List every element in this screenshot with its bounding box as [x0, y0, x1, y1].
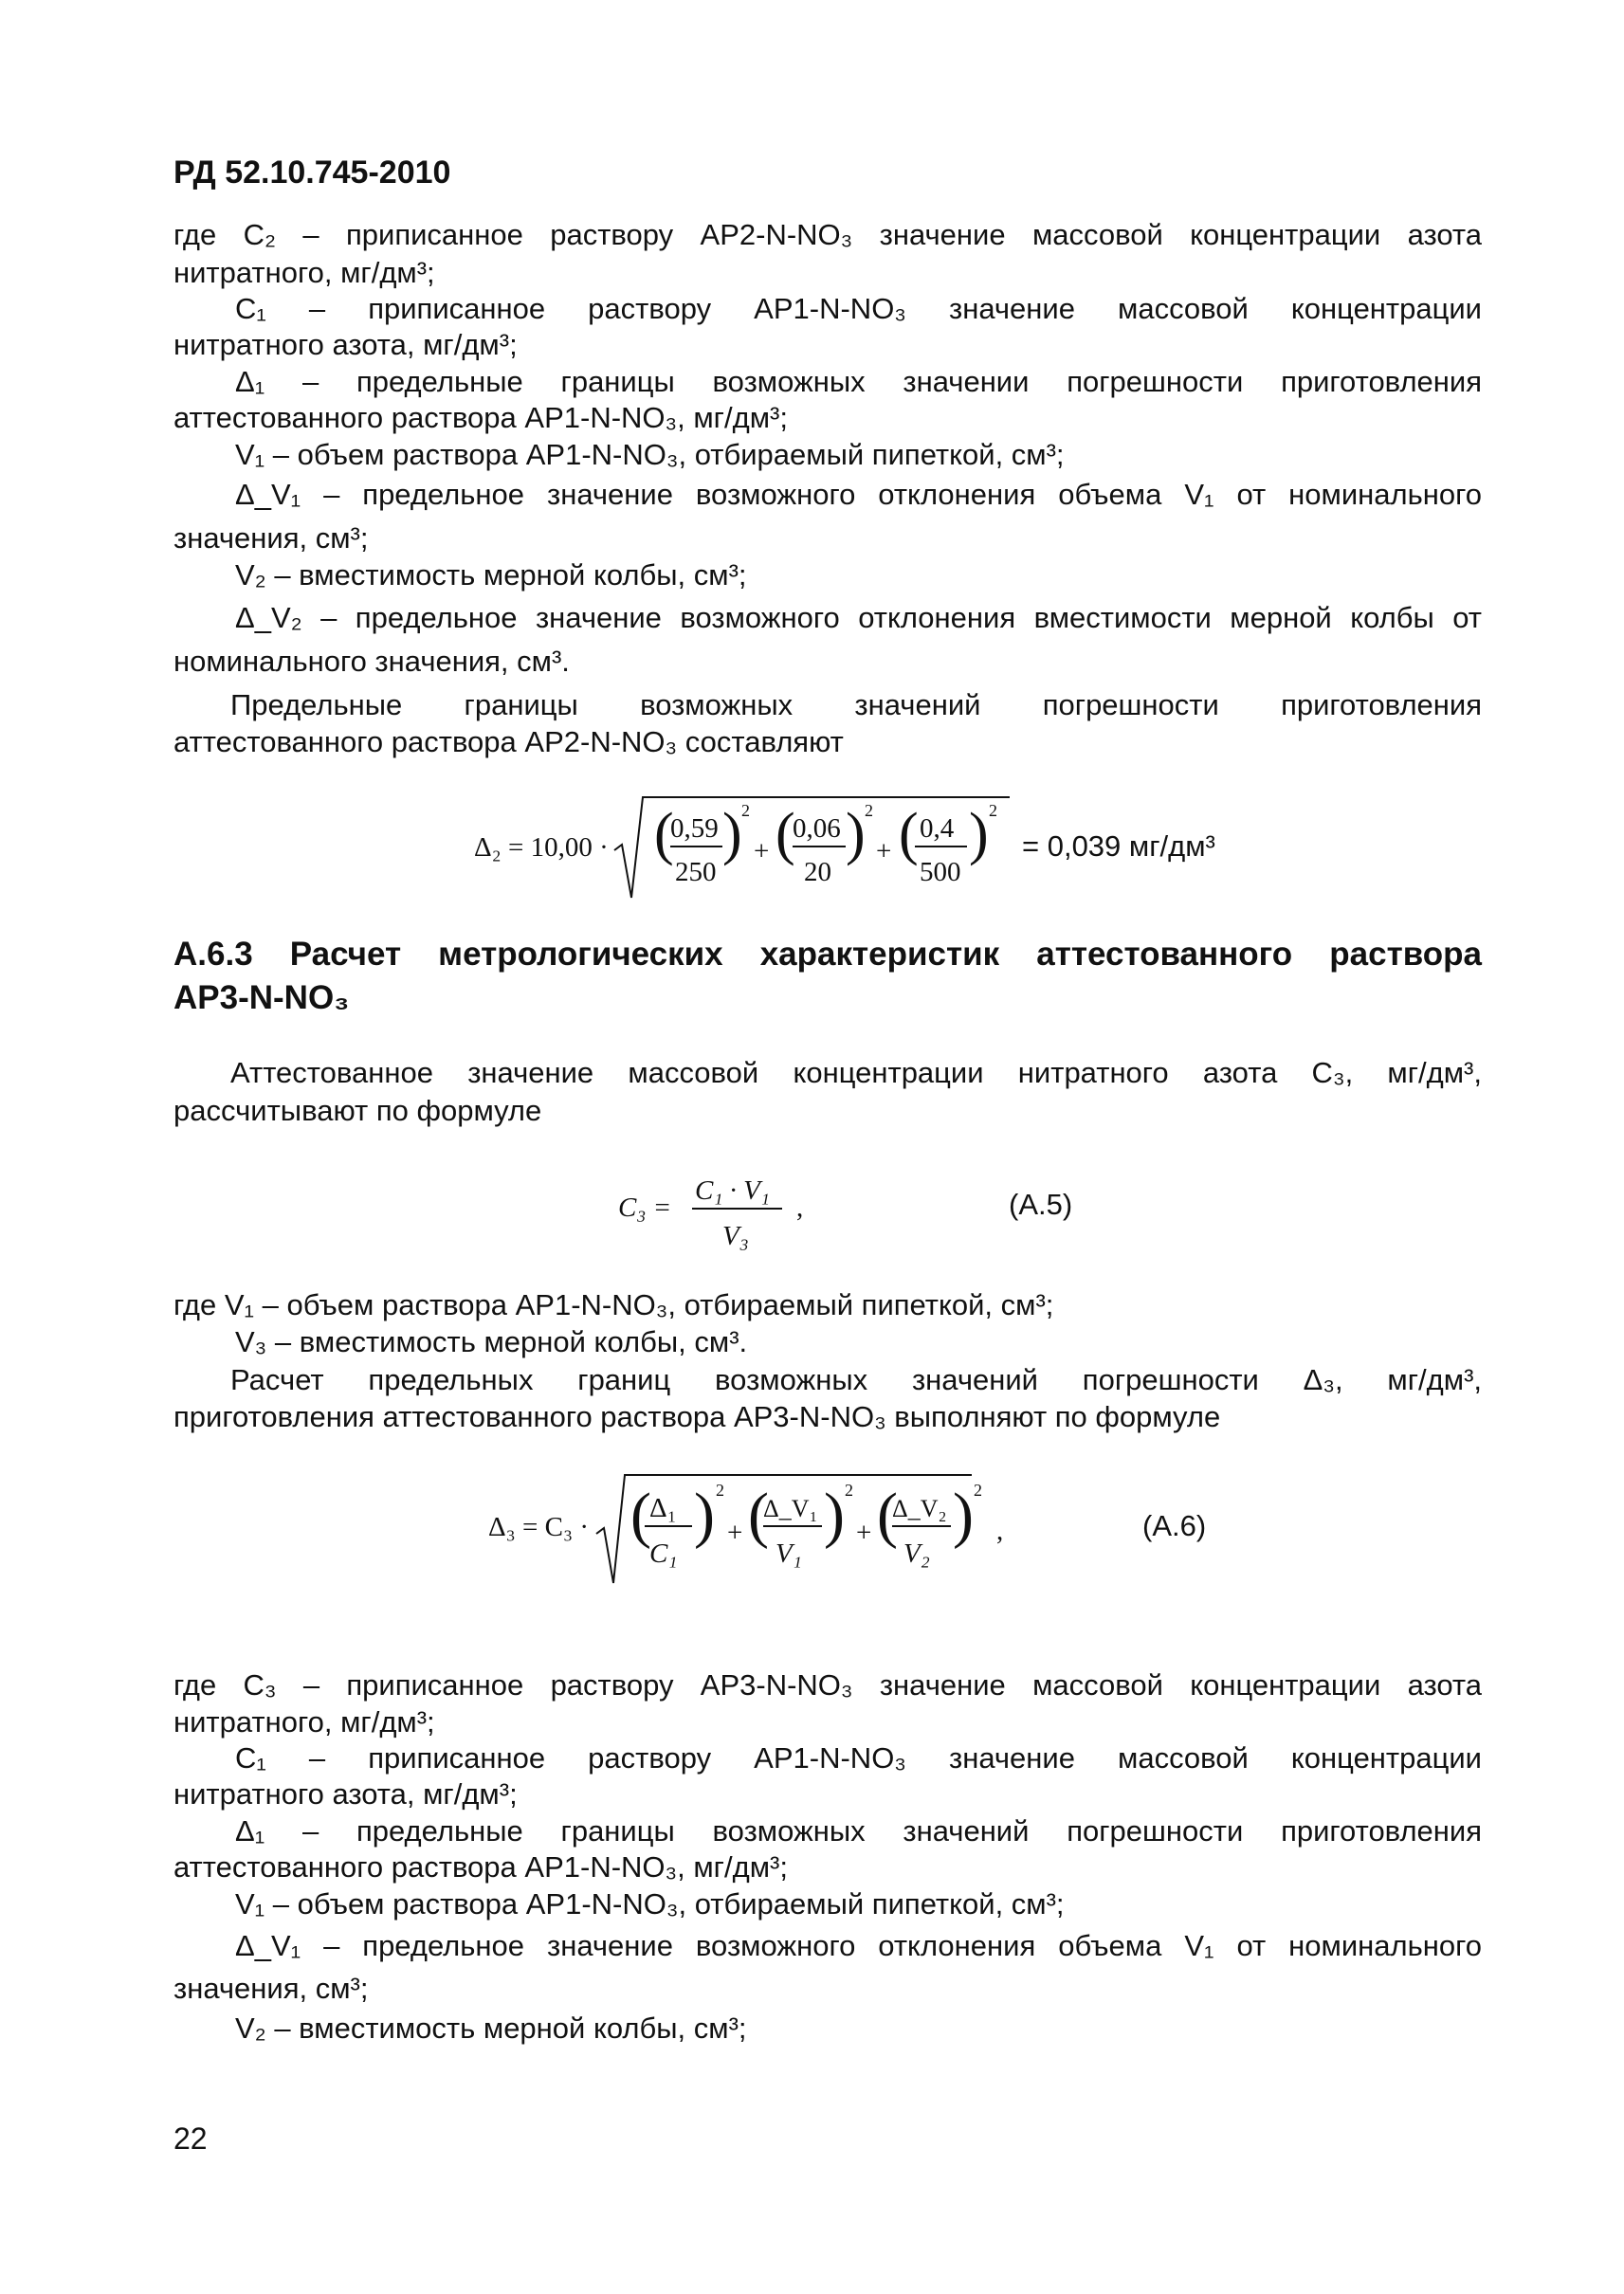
text-line: V₁ – объем раствора АР1-N-NO₃, отбираемый пипеткой, см³; — [235, 1887, 1065, 1921]
fraction-numerator: Δ₁ — [649, 1493, 677, 1523]
text-line: аттестованного раствора АР1-N-NO₃, мг/дм³; — [173, 401, 788, 434]
svg-text:+: + — [727, 1518, 743, 1548]
formula-lhs: Δ₃ = C₃ · — [488, 1512, 589, 1542]
formula-a5-graphic — [616, 1161, 1109, 1265]
text-line: V₂ – вместимость мерной колбы, см³; — [235, 2012, 747, 2045]
text-line: нитратного, мг/дм³; — [173, 256, 435, 289]
svg-text:): ) — [846, 802, 866, 866]
svg-text:2: 2 — [741, 801, 750, 820]
formula-delta2 — [474, 792, 1327, 905]
fraction-numerator: C₁ · V₁ — [695, 1175, 770, 1206]
text-line: Расчет предельных границ возможных значений погрешности Δ₃, мг/дм³, — [230, 1363, 1482, 1396]
svg-text:(: ( — [630, 1481, 651, 1550]
svg-text:(: ( — [877, 1481, 898, 1550]
fraction-numerator: Δ_V₁ — [763, 1495, 818, 1522]
svg-text:2: 2 — [974, 1481, 982, 1500]
svg-text:2: 2 — [989, 801, 997, 820]
fraction-denominator: V₂ — [903, 1538, 930, 1569]
text-line: Δ₁ – предельные границы возможных значении погрешности приготовления — [235, 365, 1482, 398]
formula-lhs: Δ₂ = 10,00 · — [474, 832, 609, 863]
text-line: Аттестованное значение массовой концентрации нитратного азота C₃, мг/дм³, — [230, 1056, 1482, 1089]
text-line: значения, см³; — [173, 521, 369, 555]
text-line: Δ_V₁ – предельное значение возможного отклонения объема V₁ от номинального — [235, 478, 1482, 511]
text-line: Δ₁ – предельные границы возможных значений погрешности приготовления — [235, 1814, 1482, 1848]
text-line: нитратного, мг/дм³; — [173, 1705, 435, 1739]
formula-label: (А.6) — [1142, 1509, 1207, 1542]
svg-text:): ) — [824, 1481, 845, 1550]
svg-text:(: ( — [748, 1481, 769, 1550]
formula-a6-graphic — [488, 1467, 1247, 1591]
fraction-numerator: 0,59 — [670, 813, 719, 844]
text-line: где C₂ – приписанное раствору АР2-N-NO₃ значение массовой концентрации азота — [173, 218, 1482, 251]
fraction-denominator: 500 — [920, 857, 961, 887]
svg-text:): ) — [953, 1481, 974, 1550]
text-line: нитратного азота, мг/дм³; — [173, 328, 518, 361]
formula-a5 — [616, 1161, 1109, 1265]
fraction-denominator: 20 — [804, 857, 831, 887]
text-line: номинального значения, см³. — [173, 645, 570, 678]
fraction-denominator: V₁ — [776, 1538, 802, 1569]
text-line: где V₁ – объем раствора АР1-N-NO₃, отбираемый пипеткой, см³; — [173, 1288, 1054, 1321]
text-line: Δ_V₁ – предельное значение возможного отклонения объема V₁ от номинального — [235, 1929, 1482, 1962]
text-line: V₂ – вместимость мерной колбы, см³; — [235, 558, 747, 592]
text-line: значения, см³; — [173, 1972, 369, 2005]
svg-text:(: ( — [899, 802, 919, 866]
section-title-line2: АР3-N-NO₃ — [173, 979, 350, 1016]
text-line: V₁ – объем раствора АР1-N-NO₃, отбираемый пипеткой, см³; — [235, 438, 1065, 471]
document-header: РД 52.10.745-2010 — [173, 155, 451, 191]
text-line: C₁ – приписанное раствору АР1-N-NO₃ значение массовой концентрации — [235, 292, 1482, 325]
svg-text:+: + — [876, 836, 892, 866]
fraction-numerator: Δ_V₂ — [892, 1495, 947, 1522]
formula-comma: , — [796, 1193, 804, 1223]
text-line: аттестованного раствора АР2-N-NO₃ составляют — [173, 725, 844, 758]
section-title-line1: А.6.3 Расчет метрологических характеристик аттестованного раствора — [173, 936, 1482, 973]
text-line: Δ_V₂ – предельное значение возможного отклонения вместимости мерной колбы от — [235, 601, 1482, 634]
formula-result: = 0,039 мг/дм³ — [1022, 829, 1215, 863]
fraction-denominator: C₁ — [649, 1538, 678, 1569]
svg-text:2: 2 — [845, 1481, 853, 1500]
text-line: где C₃ – приписанное раствору АР3-N-NO₃ значение массовой концентрации азота — [173, 1668, 1482, 1702]
svg-text:): ) — [694, 1481, 715, 1550]
fraction-denominator: 250 — [675, 857, 717, 887]
text-line: Предельные границы возможных значений погрешности приготовления — [230, 688, 1482, 721]
text-line: V₃ – вместимость мерной колбы, см³. — [235, 1325, 748, 1358]
svg-text:+: + — [754, 836, 770, 866]
svg-text:2: 2 — [716, 1481, 724, 1500]
formula-delta2-graphic — [474, 792, 1327, 905]
svg-text:): ) — [969, 802, 989, 866]
text-line: рассчитывают по формуле — [173, 1094, 542, 1127]
text-line: приготовления аттестованного раствора АР3-N-NO₃ выполняют по формуле — [173, 1400, 1221, 1433]
formula-comma: , — [996, 1516, 1004, 1546]
svg-text:): ) — [722, 802, 742, 866]
fraction-denominator: V₃ — [722, 1221, 749, 1251]
formula-lhs: C₃ = — [618, 1193, 672, 1223]
svg-text:(: ( — [776, 802, 795, 866]
formula-label: (А.5) — [1009, 1188, 1073, 1221]
svg-text:(: ( — [654, 802, 674, 866]
svg-text:2: 2 — [865, 801, 873, 820]
text-line: аттестованного раствора АР1-N-NO₃, мг/дм³; — [173, 1850, 788, 1884]
formula-a6 — [488, 1467, 1247, 1591]
text-line: нитратного азота, мг/дм³; — [173, 1777, 518, 1811]
fraction-numerator: 0,06 — [793, 813, 841, 844]
text-line: C₁ – приписанное раствору АР1-N-NO₃ значение массовой концентрации — [235, 1741, 1482, 1775]
page-number: 22 — [173, 2121, 208, 2156]
svg-text:+: + — [856, 1518, 872, 1548]
fraction-numerator: 0,4 — [920, 813, 955, 844]
